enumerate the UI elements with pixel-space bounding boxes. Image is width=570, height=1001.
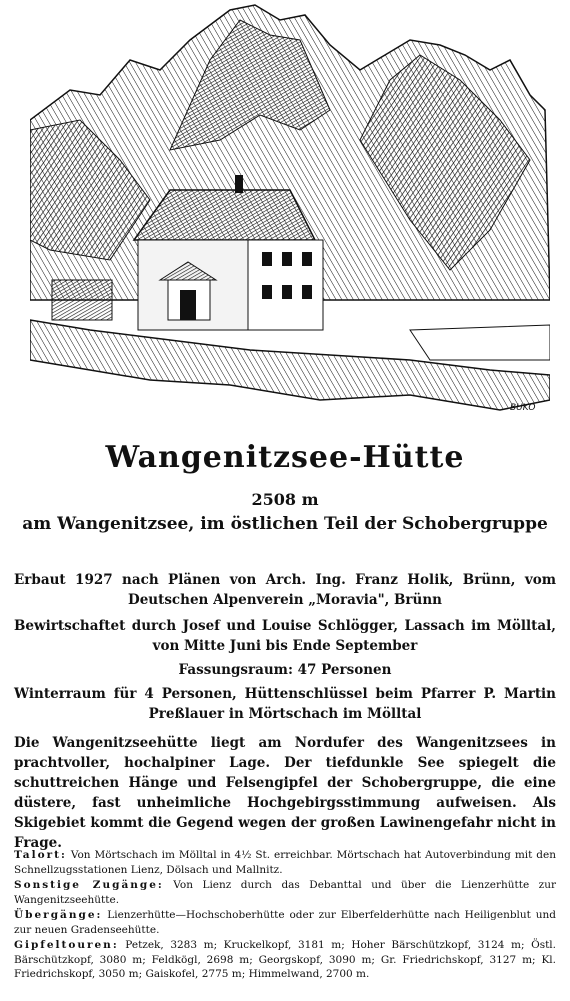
wood-shed xyxy=(52,280,112,320)
note-gipfeltouren xyxy=(14,938,556,982)
note-label: Übergänge: xyxy=(14,909,103,921)
notes-list xyxy=(14,848,556,983)
hut-mountain-illustration xyxy=(30,0,550,435)
subtitle: am Wangenitzsee, im östlichen Teil der Schobergruppe xyxy=(22,514,548,534)
note-text: Von Mörtschach im Mölltal in 4½ St. erreichbar. Mörtschach hat Autoverbindung mit den Schnellzugsstationen Lienz, Dölsach und Mallnitz. xyxy=(14,849,557,876)
capacity-info: Fassungsraum: 47 Personen xyxy=(178,662,392,678)
managed-info: Bewirtschaftet durch Josef und Louise Schlögger, Lassach im Mölltal, von Mitte Juni bis Ende September xyxy=(14,618,556,654)
note-label: Talort: xyxy=(14,849,67,861)
lake xyxy=(410,325,550,360)
note-label: Gipfeltouren: xyxy=(14,939,119,951)
note-label: Sonstige Zugänge: xyxy=(14,879,164,891)
note-talort xyxy=(14,848,556,877)
artist-signature: BUKO xyxy=(510,403,536,413)
note-sonstige-zugaenge xyxy=(14,878,556,907)
winter-room-info: Winterraum für 4 Personen, Hüttenschlüssel beim Pfarrer P. Martin Preßlauer in Mörtschach im Mölltal xyxy=(14,686,556,722)
note-text: Petzek, 3283 m; Kruckelkopf, 3181 m; Hoher Bärschützkopf, 3124 m; Östl. Bärschützkopf, 3080 m; Feldkögl, 2698 m; Georgskopf, 3090 m; Gr. Friedrichskopf, 3127 m; Kl. Friedrichskopf, 3050 m; Gaiskofel, 2775 m; Himmelwand, 2700 m. xyxy=(14,939,556,980)
note-text: Lienzerhütte—Hochschoberhütte oder zur Elberfelderhütte nach Heiligenblut und zur neuen Gradenseehütte. xyxy=(14,909,556,936)
description: Die Wangenitzseehütte liegt am Nordufer des Wangenitzsees in prachtvoller, hochalpiner Lage. Der tiefdunkle See spiegelt die schuttreichen Hänge und Felsengipfel der Schobergruppe, die eine düstere, fast unheimliche Hochgebirgsstimmung aufweisen. Als Skigebiet kommt die Gegend wegen der großen Lawinengefahr nicht in Frage. xyxy=(14,735,556,851)
note-uebergaenge xyxy=(14,908,556,937)
built-info: Erbaut 1927 nach Plänen von Arch. Ing. Franz Holik, Brünn, vom Deutschen Alpenverein „Moravia", Brünn xyxy=(14,572,556,608)
hut-title: Wangenitzsee-Hütte xyxy=(105,440,465,475)
note-text: Von Lienz durch das Debanttal und über die Lienzerhütte zur Wangenitzseehütte. xyxy=(14,879,556,906)
elevation: 2508 m xyxy=(251,490,319,509)
